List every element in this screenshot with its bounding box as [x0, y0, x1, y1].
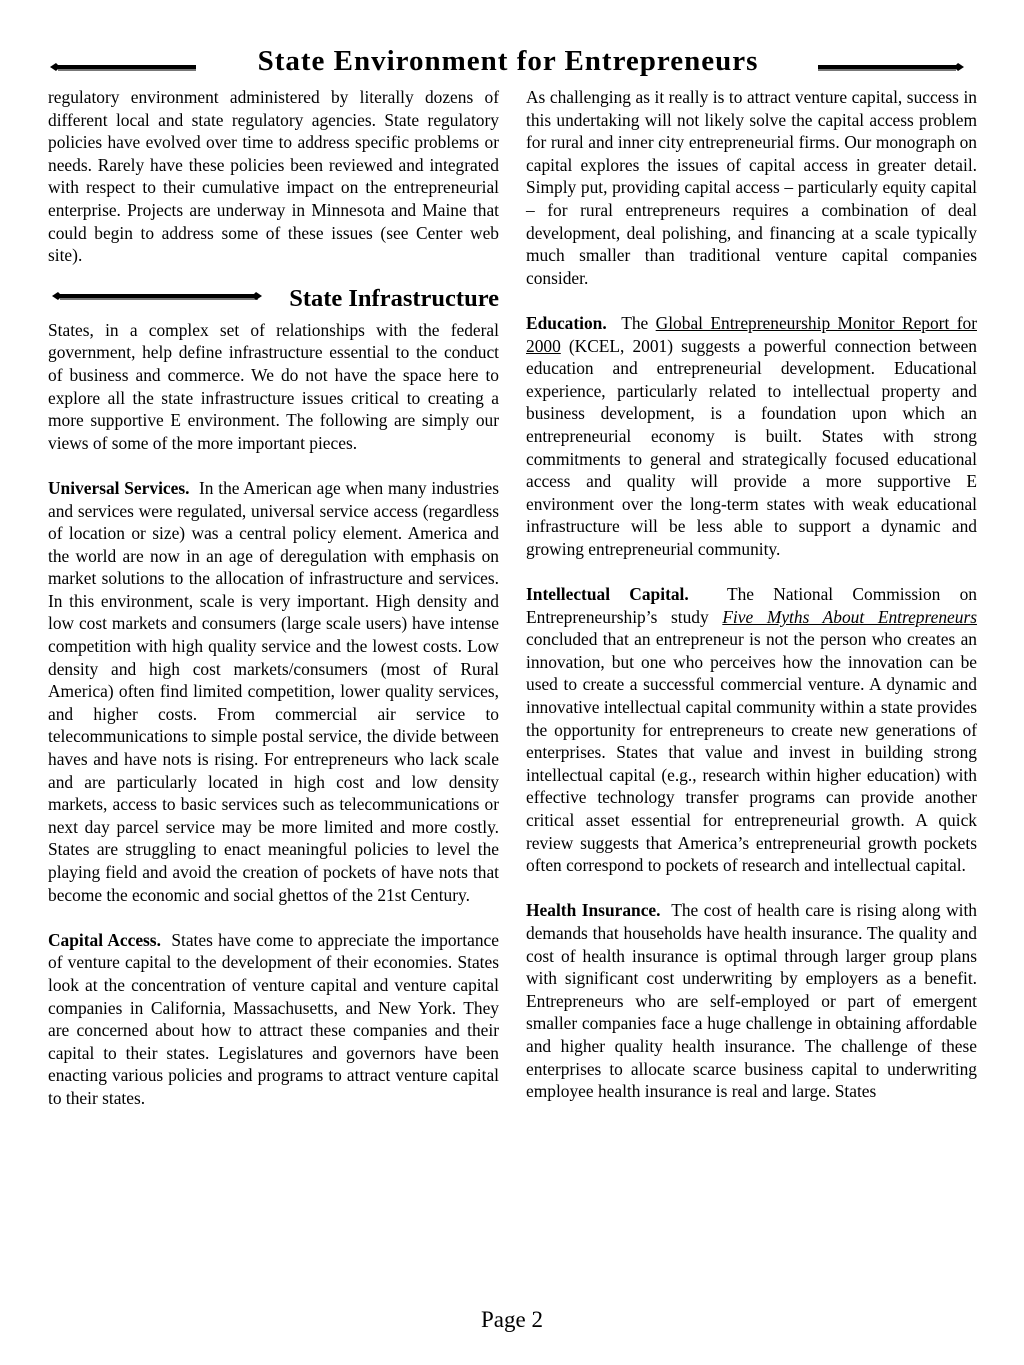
state-infrastructure-heading: [48, 281, 499, 319]
health-insurance-heading: Health Insurance.: [526, 900, 661, 921]
education-heading: Education.: [526, 312, 607, 333]
gem-report-title: Global Entrepreneurship Monitor Report for 2000: [526, 312, 977, 356]
page-title: State Environment for Entrepreneurs: [257, 45, 759, 77]
health-insurance-text: The cost of health care is rising along with demands that households have health insurance. The quality and cost of health insurance is optimal through larger group plans with significant cost underwriting by employers as a benefit. Entrepreneurs who are self-employed or part of emergent smaller companies face a huge challenge in obtaining affordable and higher quality health insurance. The challenge of these enterprises to allocate scarce business capital to underwriting employee health insurance is real and large. States: [526, 900, 977, 1102]
infrastructure-paragraph: States, in a complex set of relationships with the federal government, help define infrastructure essential to the conduct of business and commerce. We do not have the space here to explore all the state infrastructure issues critical to creating a more supportive E environment. The following are simply our views of some of the more important pieces.: [48, 319, 499, 453]
intellectual-capital-heading: Intellectual Capital.: [526, 584, 689, 605]
section-title: State Infrastructure: [289, 284, 499, 312]
education-intro: The: [621, 312, 649, 333]
universal-services-heading: Universal Services.: [48, 477, 190, 498]
intellectual-capital-paragraph: [526, 583, 977, 877]
left-column: [48, 86, 499, 1110]
capital-access-paragraph: [48, 929, 499, 1110]
intellectual-capital-text: concluded that an entrepreneur is not the person who creates an innovation, but one who perceives how the innovation can be used to create a successful commercial venture. A dynamic and innovative intellectual capital community within a state provides the opportunity for entrepreneurs to create new generations of enterprises. States that value and invest in building strong intellectual capital (e.g., research within higher education) with effective technology transfer programs can provide another critical asset essential for entrepreneurial growth. A quick review suggests that America’s entrepreneurial growth pockets often correspond to pockets of research and intellectual capital.: [526, 629, 977, 876]
page-header: [48, 40, 968, 80]
education-paragraph: [526, 312, 977, 561]
capital-access-text: States have come to appreciate the importance of venture capital to the development of their economies. States look at the concentration of venture capital and venture capital companies in California, Massachusetts, and New York. They are concerned about how to attract these companies and their capital to their states. Legislatures and governors have been enacting various policies and programs to attract venture capital to their states.: [48, 929, 499, 1108]
capital-continuation-paragraph: As challenging as it really is to attract venture capital, success in this undertaking will not likely solve the capital access problem for rural and inner city entrepreneurial firms. Our monograph on capital explores the issues of capital access in greater detail. Simply put, providing capital access – particularly equity capital – for rural entrepreneurs requires a combination of deal development, deal polishing, and financing at a scale typically much smaller than traditional venture capital companies consider.: [526, 87, 977, 288]
section-rule: [52, 289, 262, 303]
education-text: (KCEL, 2001) suggests a powerful connection between education and entrepreneurial development. Educational experience, particularly related to intellectual property and business development, is a foundation upon which an entrepreneurial economy is built. States with strong commitments to general and strategically focused educational access and quality will provide a more supportive E environment over the long-term states with weak educational infrastructure will be less able to support a dynamic and growing entrepreneurial community.: [526, 335, 977, 559]
five-myths-title: Five Myths About Entrepreneurs: [722, 606, 977, 627]
capital-access-heading: Capital Access.: [48, 929, 161, 950]
health-insurance-paragraph: [526, 899, 977, 1102]
right-header-rule: [818, 60, 964, 74]
universal-services-paragraph: [48, 477, 499, 906]
page-number: Page 2: [481, 1307, 543, 1332]
intellectual-capital-intro: The National Commission on Entrepreneurship’s study: [526, 584, 977, 627]
right-column: [526, 86, 977, 1103]
regulatory-paragraph: regulatory environment administered by literally dozens of different local and state regulatory agencies. State regulatory policies have evolved over time to address specific problems or needs. Rarely have these policies been reviewed and integrated with respect to their cumulative impact on the entrepreneurial enterprise. Projects are underway in Minnesota and Maine that could begin to address some of these issues (see Center web site).: [48, 87, 499, 266]
universal-services-text: In the American age when many industries and services were regulated, universal service access (regardless of location or size) was a central policy element. America and the world are now in an age of deregulation with emphasis on market solutions to the allocation of infrastructure and services. In this environment, scale is very important. High density and low cost markets and consumers (large scale users) have intense competition with high quality service and the lowest costs. Low density and high cost markets/consumers (most of Rural America) often find limited competition, lower quality services, and higher costs. From commercial air service to telecommunications to simple postal service, the divide between haves and have nots is rising. For entrepreneurs who lack scale and are particularly located in high cost and low density markets, access to basic services such as telecommunications or next day parcel service may be more limited and more costly. States are struggling to enact meaningful policies to level the playing field and avoid the creation of pockets of have nots that become the economic and social ghettos of the 21st Century.: [48, 477, 500, 905]
